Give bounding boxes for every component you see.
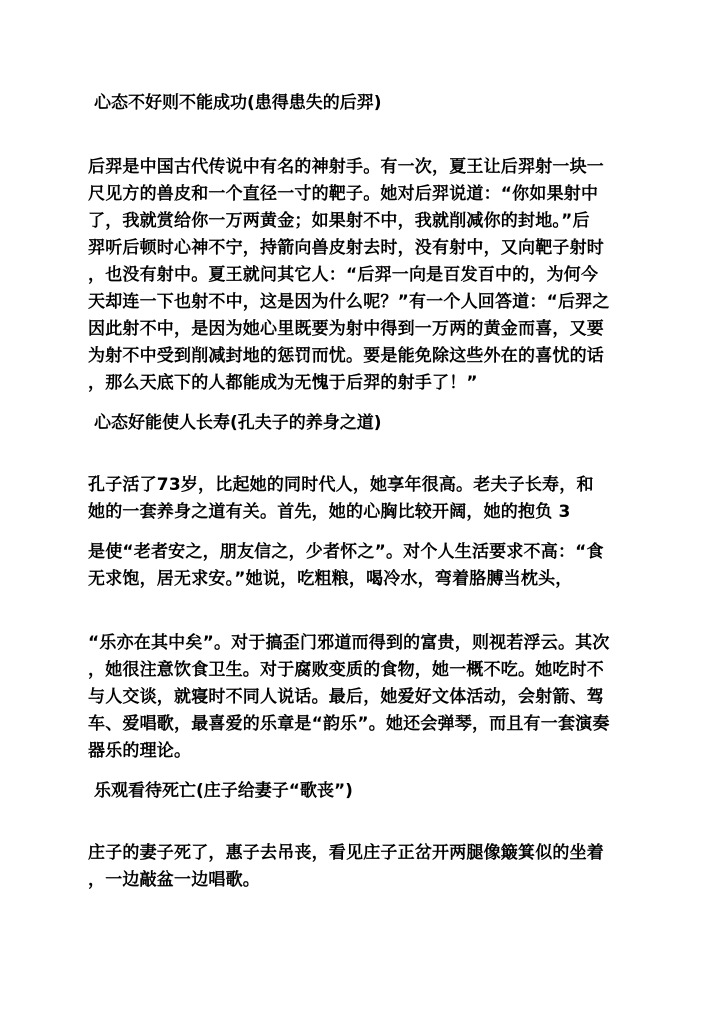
text-line: 车、爱唱歌，最喜爱的乐章是“韵乐”。她还会弹琴，而且有一套演奏 (88, 714, 610, 734)
text-line: 器乐的理论。 (88, 741, 192, 761)
text-line: 与人交谈，就寝时不同人说话。最后，她爱好文体活动，会射箭、驾 (88, 687, 604, 707)
text-line: 后羿是中国古代传说中有名的神射手。有一次，夏王让后羿射一块一 (88, 157, 604, 177)
section-heading-confucius: 心态好能使人长寿(孔夫子的养身之道) (94, 413, 382, 433)
text-line: 为射不中受到削减封地的惩罚而忧。要是能免除这些外在的喜忧的话 (88, 346, 604, 366)
text-line: 尺见方的兽皮和一个直径一寸的靶子。她对后羿说道：“你如果射中 (88, 184, 599, 204)
section-heading-houyi: 心态不好则不能成功(患得患失的后羿) (94, 93, 382, 113)
text-line: ，那么天底下的人都能成为无愧于后羿的射手了！” (88, 373, 478, 393)
text-line: 羿听后顿时心神不宁，持箭向兽皮射去时，没有射中，又向靶子射时 (88, 238, 604, 258)
text-line: 因此射不中，是因为她心里既要为射中得到一万两的黄金而喜，又要 (88, 319, 604, 339)
text-line: 是使“老者安之，朋友信之，少者怀之”。对个人生活要求不高：“食 (88, 542, 604, 562)
text-line: 她的一套养身之道有关。首先，她的心胸比较开阔，她的抱负 3 (88, 502, 571, 522)
section-heading-zhuangzi: 乐观看待死亡(庄子给妻子“歌丧”) (94, 781, 353, 801)
text-line: 天却连一下也射不中，这是因为什么呢？”有一个人回答道：“后羿之 (88, 292, 610, 312)
text-line: ，也没有射中。夏王就问其它人：“后羿一向是百发百中的，为何今 (88, 265, 599, 285)
text-line: 了，我就赏给你一万两黄金；如果射不中，我就削减你的封地。”后 (88, 211, 590, 231)
text-line: 孔子活了73岁，比起她的同时代人，她享年很高。老夫子长寿，和 (88, 475, 594, 495)
text-line: ，一边敲盆一边唱歌。 (88, 870, 260, 890)
text-line: ，她很注意饮食卫生。对于腐败变质的食物，她一概不吃。她吃时不 (88, 660, 604, 680)
text-line: “乐亦在其中矣”。对于搞歪门邪道而得到的富贵，则视若浮云。其次 (88, 633, 610, 653)
text-line: 庄子的妻子死了，惠子去吊丧，看见庄子正岔开两腿像簸箕似的坐着 (88, 843, 604, 863)
text-line: 无求饱，居无求安。”她说，吃粗粮，喝冷水，弯着胳膊当枕头， (88, 569, 573, 589)
